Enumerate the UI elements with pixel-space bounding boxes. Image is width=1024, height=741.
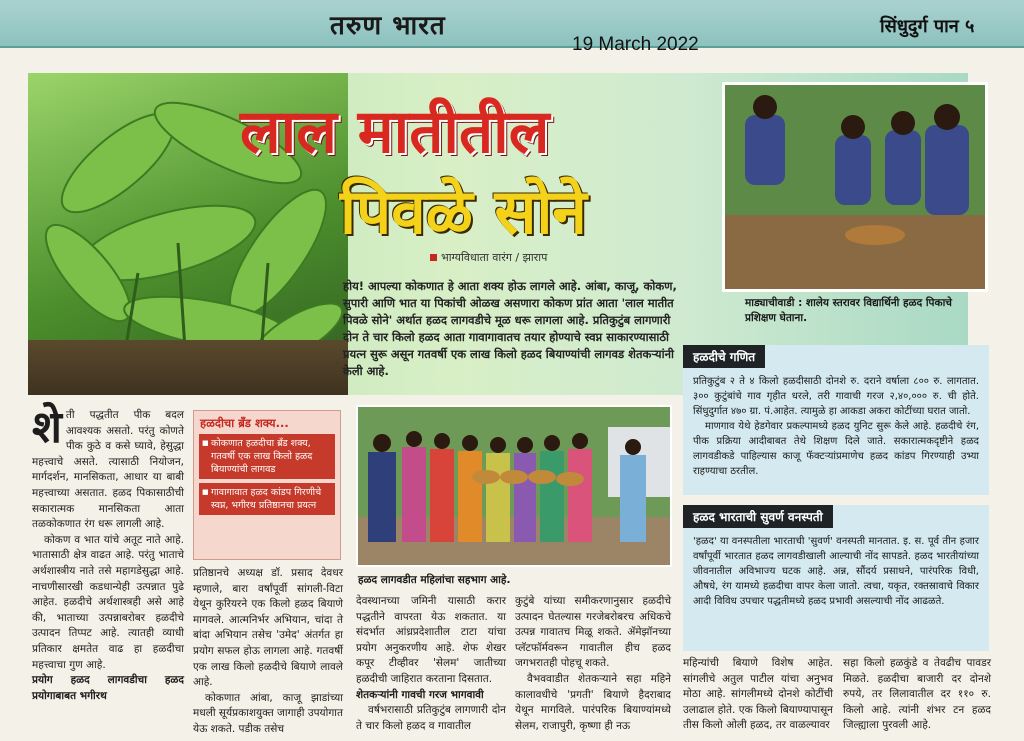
intro-paragraph: होय! आपल्या कोकणात हे आता शक्य होऊ लागले आहे. आंबा, काजू, कोकण, सुपारी आणि भात या पिकांची ओळख असणारा कोकण प्रांत आता 'लाल मातीत पिवळे सोने' अर्थात हळद लागवडीचे मूळ धरू लागला आहे. प्रतिकुटुंब लागणारी दोन ते चार किलो हळद आता गावागावातच तयार होण्याचे स्वप्न साकारण्यासाठी प्रयत्न सुरू असून गतवर्षी एक लाख किलो हळद बियाण्यांची लागवड शेतकऱ्यांनी केली आहे. — [343, 279, 677, 378]
headline-line-1: लाल मातीतील — [240, 97, 550, 167]
math-box-heading: हळदीचे गणित — [683, 345, 765, 368]
column-3-text-2: वर्षभरासाठी प्रतिकुटुंब लागणारी दोन ते चार किलो हळद व गावातील — [356, 704, 506, 732]
column-2-text-2: कोकणात आंबा, काजू झाडांच्या मधली सूर्यप्रकाशयुक्त जागाही उपयोगात येऊ शकते. पडीक तसेच — [193, 691, 343, 735]
soil-strip — [28, 340, 348, 395]
top-photo-caption: माड्याचीवाडी : शालेय स्तरावर विद्यार्थिनी हळद पिकाचे प्रशिक्षण घेताना. — [745, 297, 952, 324]
column-4-text: कुटुंबे यांच्या समीकरणानुसार हळदीचे उत्पादन घेतल्यास गरजेबरोबरच अधिकचे उत्पन्न गावातच मिळू शकते. ॲमेझॉनच्या प्लॅटफॉर्मवरून गावातील हीच हळद जगभरातही पोहचू शकते. — [515, 595, 671, 670]
brand-box-list — [194, 434, 340, 515]
column-2-text: प्रतिष्ठानचे अध्यक्ष डॉ. प्रसाद देवधर म्हणाले, बारा वर्षांपूर्वी सांगली-विटा येथून कुरियरने एक किलो हळद बियाणे मागवले. आत्मनिर्भर अभियान, चांदा ते बांदा अभियान तसेच 'उमेद' अंतर्गत हा प्रयोग सफल होऊ लागला आहे. गतवर्षी एक लाख किलो हळदीचे बियाणे लावले आहे. — [193, 567, 343, 689]
column-1-text-2: कोकण व भात यांचे अतूट नाते आहे. भातासाठी क्षेत्र वाढत आहे. परंतु भाताचे अर्थशास्त्रीय नाते तसे महागडेसुद्धा आहे. नाचणीसारखी कडधान्येही उत्पन्नात पुढे आहेत. हळदीचे अर्थशास्त्रही असे आहे की, भाताच्या उत्पन्नाबरोबर हळदीचे उत्पादन तिप्पट आहे. त्यातही व्याधी प्रतिकार क्षमतेत वाढ हा हळदीचा महत्त्वाचा गुण आहे. — [32, 533, 184, 671]
headline-line-2: पिवळे सोने — [340, 175, 587, 248]
golden-plant-heading: हळद भारताची सुवर्ण वनस्पती — [683, 505, 833, 528]
article-column-6 — [843, 656, 991, 734]
page-label: सिंधुदुर्ग पान ५ — [880, 16, 975, 37]
math-box-paragraph-1: प्रतिकुटुंब २ ते ४ किलो हळदीसाठी दोनशे रु. दराने वर्षाला ८०० रु. लागतात. ३०० कुटुंबांचे गाव गृहीत धरले, तरी गावाची गरज २,४०,००० रु. ची होते. सिंधुदुर्गात ४७० ग्रा. पं.आहेत. त्यामुळे हा आकडा अकरा कोटींच्या घरात जातो. — [693, 376, 979, 417]
women-group-photo — [356, 405, 672, 567]
golden-plant-text: 'हळद' या वनस्पतीला भारताची 'सुवर्ण' वनस्पती मानतात. इ. स. पूर्व तीन हजार वर्षांपूर्वी भारतात हळद लागवडीखाली आल्याची नोंद सापडते. हळद भारतीयांच्या जीवनातील अविभाज्य घटक आहे. अन्न, सौंदर्य प्रसाधने, पारंपरिक विधी, औषधे, रंग यामध्ये हळदीचा वापर केला जातो. त्वचा, यकृत, रक्तस्रावाचे विकार आदी विविध उपचार पद्धतीमध्ये हळद प्रभावी असल्याची नोंद आढळते. — [693, 536, 979, 607]
newspaper-masthead: तरुण भारत — [330, 11, 446, 41]
drop-cap: शे — [32, 402, 62, 453]
article-column-2 — [193, 566, 343, 738]
article-column-1 — [32, 402, 184, 704]
students-training-photo — [722, 82, 988, 292]
header-band — [0, 0, 1024, 48]
brand-info-box — [193, 410, 341, 560]
bullet-square-icon — [430, 254, 437, 261]
column-1-text-3: प्रयोग हळद लागवडीचा हळद प्रयोगाबाबत भगीरथ — [32, 674, 184, 702]
math-box-paragraph-2: माणगाव येथे हेडगेवार प्रकल्पामध्ये हळद युनिट सुरू केले आहे. हळदीचे रंग, पीक प्रक्रिया आदीबाबत तेथे शिक्षण दिले जाते. सकारात्मकदृष्टीने हळद लागवडीकडे पाहिल्यास काजू फॅक्टऱ्यांप्रमाणेच हळद कांडप गिरण्याही उभ्या राहण्याचा ठरतील. — [693, 421, 979, 477]
column-4-text-2: वैभववाडीत शेतकऱ्याने सहा महिने कालावधीचे 'प्रगती' बियाणे हैदराबाद येथून मागविले. पारंपरिक बियाण्यांमध्ये सेलम, राजापुरी, कृष्णा ही नऊ — [515, 672, 671, 732]
golden-plant-box — [683, 505, 989, 651]
byline-text: भाग्यविधाता वारंग / झाराप — [441, 251, 548, 264]
article-column-3 — [356, 594, 506, 734]
byline — [430, 250, 547, 265]
math-box-text — [683, 368, 989, 485]
publication-date: 19 March 2022 — [572, 34, 699, 55]
brand-box-heading: हळदीचा ब्रँड शक्य... — [200, 416, 289, 430]
column-3-subhead: शेतकऱ्यांनी गावची गरज भागवावी — [356, 688, 484, 701]
article-column-5 — [683, 656, 833, 734]
column-1-text: ती पद्धतीत पीक बदल आवश्यक असतो. परंतु कोणते पीक कुठे व कसे घ्यावे, हेसुद्धा महत्त्वाचे असते. त्यासाठी नियोजन, मार्गदर्शन, मानसिकता, आधार या बाबी महत्त्वाच्या असतात. हळद पिकासाठीची सकारात्मक मानसिकता आता तळकोकणात रंग धरू लागली आहे. — [32, 409, 184, 531]
turmeric-math-box — [683, 345, 989, 495]
column-6-text: सहा किलो हळकुंडे व तेवढीच पावडर मिळते. हळदीचा बाजारी दर दोनशे रुपये, तर लिलावातील दर ११० रु. किलो आहे. त्यांनी शंभर टन हळद जिल्ह्याला पुरवली आहे. — [843, 657, 991, 732]
column-5-text: महिन्यांची बियाणे विशेष आहेत. सांगलीचे अतुल पाटील यांचा अनुभव मोठा आहे. सांगलीमध्ये दोनशे कोटींची उलाढाल होते. एक किलो बियाण्यापासून तीस किलो ओली हळद, तर वाळल्यावर — [683, 657, 833, 732]
group-photo-caption: हळद लागवडीत महिलांचा सहभाग आहे. — [358, 574, 511, 586]
brand-box-item: ■ गावागावात हळद कांडप गिरणीचे स्वप्न, भगीरथ प्रतिष्ठानचा प्रयत्न — [199, 483, 335, 515]
brand-box-item: ■ कोकणात हळदीचा ब्रँड शक्य, गतवर्षी एक लाख किलो हळद बियाण्यांची लागवड — [199, 434, 335, 479]
column-3-text: देवस्थानच्या जमिनी यासाठी करार पद्धतीने वापरता येऊ शकतात. या संदर्भात आंध्रप्रदेशातील टाटा यांचा प्रयोग अनुकरणीय आहे. शेफ शेखर कपूर टीव्हीवर 'सेलम' जातीच्या हळदीची जाहिरात करताना दिसतात. — [356, 595, 506, 685]
article-column-4 — [515, 594, 671, 734]
